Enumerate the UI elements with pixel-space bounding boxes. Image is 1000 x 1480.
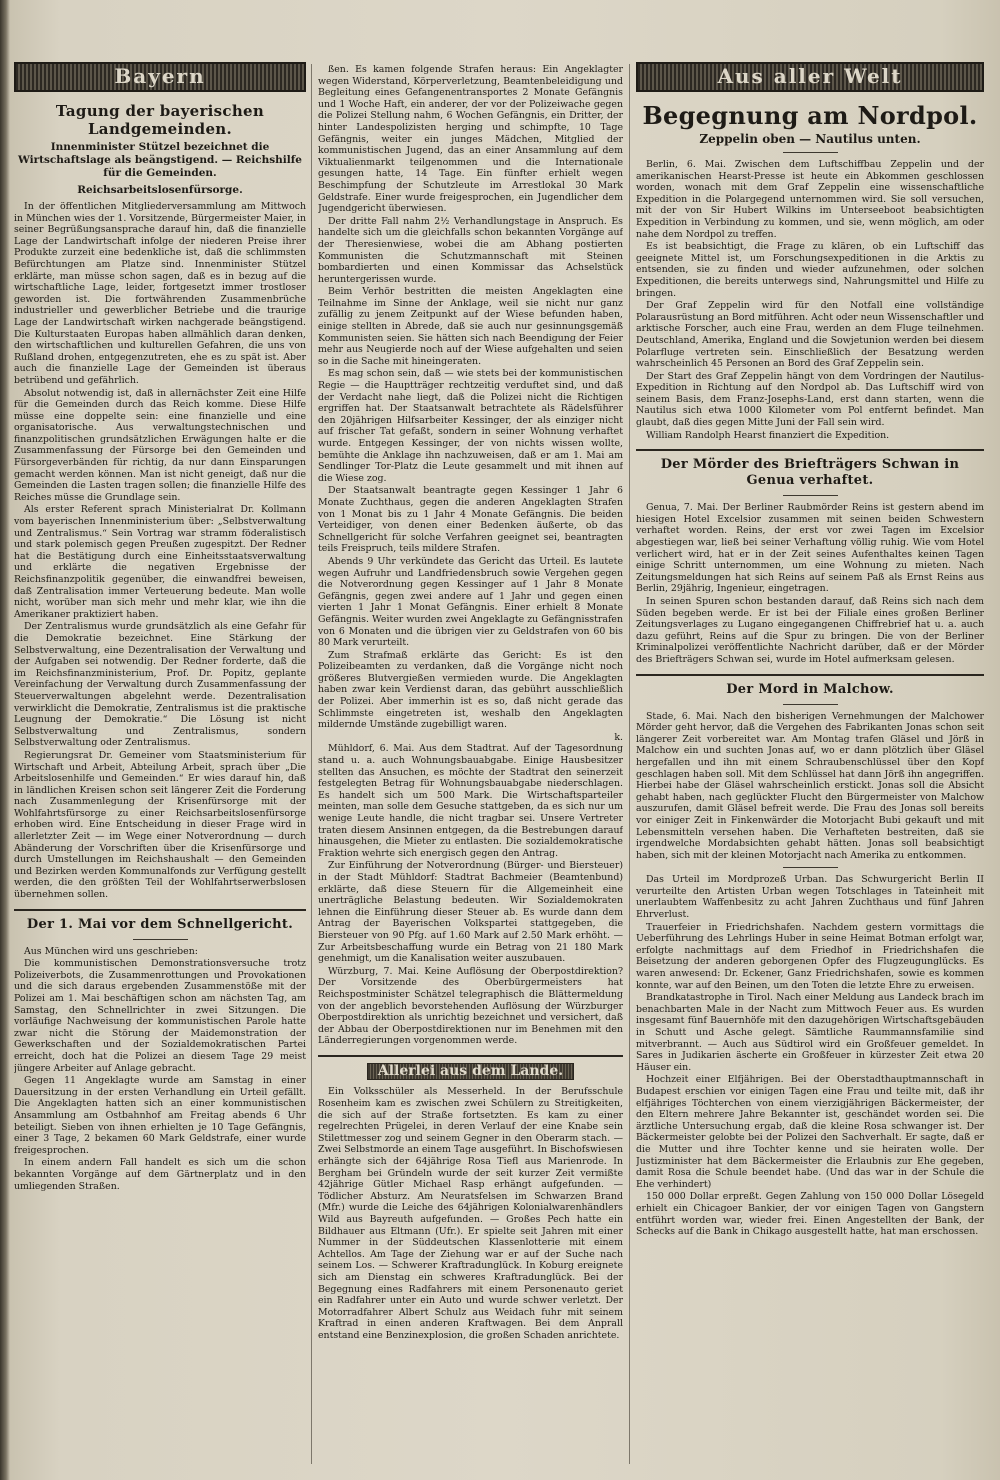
divider [636,674,984,676]
paragraph: Abends 9 Uhr verkündete das Gericht das Urteil. Es lautete wegen Aufruhr und Landfriedensbruch sowie Vergehen gegen die Notverordnung gegen Kessinger auf 1 Jahr 8 Monate Gefängnis, gegen zwei andere auf 1 Jahr und gegen einen vierten 1 Jahr 1 Monat Gefängnis. Einer erhielt 8 Monate Gefängnis. Weiter wurden zwei Angeklagte zu Gefängnisstrafen von 6 Monaten und die übrigen vier zu Geldstrafen von 60 bis 80 Mark verurteilt. [318,555,623,649]
paragraph: Als erster Referent sprach Ministerialrat Dr. Kollmann vom bayerischen Innenministerium über: „Selbstverwaltung und Zentralismus.“ Sein Vortrag war stramm föderalistisch und stark polemisch gegen Preußen zugespitzt. Der Redner hat die Bestätigung durch eine Einheitsstaatsverwaltung und erklärte die negativen Ergebnisse der Reichsfinanzpolitik gegenüber, die einwandfrei beweisen, daß Zentralisation immer Verteuerung bedeute. Man wolle nicht, worüber man sich mehr und mehr klar, wie ihn die Amerikaner praktiziert haben. [14,504,306,620]
divider [14,909,306,911]
banner-text: Bayern [114,64,206,89]
article-subhead-2: Reichsarbeitslosenfürsorge. [77,184,243,196]
paragraph: Es ist beabsichtigt, die Frage zu klären, ob ein Luftschiff das geeignete Mittel ist, um Forschungsexpeditionen in die Arktis zu entsenden, sie zu finden und wieder aufzunehmen, oder solchen Expeditionen, die bereits unterwegs sind, Nahrungsmittel und Hilfe zu bringen. [636,241,984,299]
section-banner-bayern [14,62,306,92]
divider [318,1055,623,1057]
article-headline-3: Der Mord in Malchow. [726,681,894,697]
paragraph: Brandkatastrophe in Tirol. Nach einer Meldung aus Landeck brach im benachbarten Male in der Nacht zum Mittwoch Feuer aus. Es wurden insgesamt fünf Bauernhöfe mit den dazugehörigen Wirtschaftsgebäuden in Schutt und Asche gelegt. Sämtliche Raummannsfamilie sind mitverbrannt. — Auch aus Südtirol wird ein Großfeuer gemeldet. In Sares in Judikarien äscherte ein Großfeuer in kürzester Zeit etwa 20 Häuser ein. [636,992,984,1073]
paragraph: Mühldorf, 6. Mai. Aus dem Stadtrat. Auf der Tagesordnung stand u. a. auch Wohnungsbauabgabe. Einige Hausbesitzer stellten das Ansuchen, es möchte der Stadtrat den seinerzeit festgelegten Betrag für Wohnungsbauabgabe niederschlagen. Es handelt sich um 500 Mark. Die Wirtschaftsparteiler meinten, man solle dem Gesuche stattgeben, da es sich nur um wenige Leute handle, die nicht tragbar sei. Unsere Vertreter traten diesem Ansinnen entgegen, da die Bestrebungen darauf hinausgehen, die Mieter zu entlasten. Die sozialdemokratische Fraktion wehrte sich energisch gegen den Antrag. [318,743,623,859]
article-subhead: Zeppelin oben — Nautilus unten. [699,132,921,146]
paragraph: Berlin, 6. Mai. Zwischen dem Luftschiffbau Zeppelin und der amerikanischen Hearst-Presse ist heute ein Abkommen geschlossen worden, wonach mit dem Graf Zeppelin eine wissenschaftliche Expedition in die Polargegend unternommen wird. Sie soll versuchen, mit der von Sir Hubert Wilkins im Unterseeboot beabsichtigten Expedition in Verbindung zu kommen, und sie, wenn möglich, am oder nahe dem Nordpol zu treffen. [636,159,984,240]
paragraph: In der öffentlichen Mitgliederversammlung am Mittwoch in München wies der 1. Vorsitzende, Bürgermeister Maier, in seiner Begrüßungsansprache darauf hin, daß die finanzielle Lage der Landwirtschaft infolge der niederen Preise ihrer Produkte zurzeit eine bedenkliche ist, daß die schlimmsten Befürchtungen am Platze sind. Innenminister Stützel erklärte, man müsse schon sagen, daß es in bezug auf die wirtschaftliche Lage, leider, fortgesetzt immer trostloser geworden ist. Die fortwährenden Zusammenbrüche industrieller und gewerblicher Betriebe und die traurige Lage der Landwirtschaft wirken nachgerade beängstigend. Die Kulturstaaten Europas haben allmählich daran denken, den wirtschaftlichen und kulturellen Gefahren, die uns von Rußland drohen, entgegenzutreten, ehe es zu spät ist. Aber auch die finanzielle Lage der Gemeinden ist überaus betrübend und gefährlich. [14,201,306,386]
article-headline-2: Der Mörder des Briefträgers Schwan in Genua verhaftet. [660,457,960,489]
binding-shadow [0,0,10,1480]
article-signoff: k. [614,731,623,743]
local-news-mühldorf [318,743,623,964]
section-banner-allerlei [318,1063,623,1081]
paragraph: Gegen 11 Angeklagte wurde am Samstag in einer Dauersitzung in der ersten Verhandlung ein Urteil gefällt. Die Angeklagten hatten sich an einer kommunistischen Ansammlung am Ostbahnhof am Freitag abends 6 Uhr beteiligt. Sieben von ihnen erhielten je 10 Tage Gefängnis, einer 3 Tage, 2 bekamen 60 Mark Geldstrafe, einer wurde freigesprochen. [14,1075,306,1156]
paragraph: In einem andern Fall handelt es sich um die schon bekannten Vorgänge auf dem Gärtnerplatz und in den umliegenden Straßen. [14,1157,306,1192]
paragraph: Beim Verhör bestritten die meisten Angeklagten eine Teilnahme im Sinne der Anklage, weil sie nicht nur ganz zufällig zu jenem Zeitpunkt auf der Wiese befunden haben, einige stellten in Abrede, daß sie auch nur gesinnungsgemäß Kommunisten seien. Sie hätten sich nach Beendigung der Feier mehr aus Neugierde noch auf der Wiese aufgehalten und seien so in die Sache mit hineingeraten. [318,286,623,367]
article-body [636,159,984,441]
paragraph: Stade, 6. Mai. Nach den bisherigen Vernehmungen der Malchower Mörder geht hervor, daß die Vergehen des Fabrikanten Jonas schon seit längerer Zeit vorbereitet war. Am Montag trafen Gläsel und Jörß in Malchow ein und suchten Jonas auf, wo er dann plötzlich über Gläsel hergefallen und ihn mit einem Schraubenschlüssel über den Kopf geschlagen haben soll. Mit dem Schlüssel hat dann Jörß ihn angegriffen. Hierbei habe der Gläsel wahrscheinlich erstickt. Jonas soll die Absicht gehabt haben, nach geglückter Flucht den Bürgermeister von Malchow auszurufen, damit Gläsel befreit werde. Die Frau des Jonas soll bereits vor einiger Zeit in Finkenwärder die Motorjacht Bubi gekauft und mit Lebensmitteln versehen haben. Die Verhafteten bestreiten, daß sie irgendwelche Mordabsichten gehabt hätten. Jonas soll beabsichtigt haben, sich mit der kleinen Motorjacht nach Amerika zu entkommen. [636,710,984,861]
paragraph: William Randolph Hearst finanziert die Expedition. [646,429,890,441]
paragraph: In seinen Spuren schon bestanden darauf, daß Reins sich nach dem Süden begeben werde. Er ist bei der Filiale eines großen Berliner Zeitungsverlages zu Lugano eingegangenen Chiffrebrief hat u. a. auch dazu geführt, Reins auf die Spur zu bringen. Die von der Berliner Kriminalpolizei veröffentlichte Nachricht darüber, daß er der Mörder des Briefträgers Schwan sei, wurde im Hotel aufmerksam gelesen. [636,596,984,665]
local-news-wuerzburg: Würzburg, 7. Mai. Keine Auflösung der Oberpostdirektion? Der Vorsitzende des Oberbürgermeisters hat Reichspostminister Schätzel telegraphisch die Blättermeldung von der angeblich bevorstehenden Auflösung der Würzburger Oberpostdirektion als unrichtig bezeichnet und versichert, daß der Abbau der Oberpostdirektionen nur im Benehmen mit den Länderregierungen vorgenommen werde. [318,965,623,1047]
paragraph: 150 000 Dollar erpreßt. Gegen Zahlung von 150 000 Dollar Lösegeld erhielt ein Chicagoer Bankier, der vor einigen Tagen von Gangstern entführt worden war, wieder frei. Einen Angestellten der Bank, der Schecks auf die Bank in Chikago ausgestellt hatte, hat man erschossen. [636,1191,984,1238]
paragraph: Hochzeit einer Elfjährigen. Bei der Oberstadthauptmannschaft in Budapest erschien vor einigen Tagen eine Frau und teilte mit, daß ihr elfjähriges Töchterchen von einem vierzigjährigen Bäckermeister, der den Eltern mehrere Jahre Bekannter ist, geschändet worden sei. Die ärztliche Untersuchung ergab, daß die kleine Rosa schwanger ist. Der Bäckermeister gelobte bei der Polizei den Sachverhalt. Er sagte, daß er die Mutter und ihre Tochter kenne und sie heiraten wolle. Der Justizminister hat dem Bäckermeister die Erlaubnis zur Ehe gegeben, damit Rosa die Schule beendet habe. (Und das war in der Schule die Ehe verhindert) [636,1074,984,1190]
divider-short [783,704,838,705]
article-body [14,201,306,901]
paragraph: Es mag schon sein, daß — wie stets bei der kommunistischen Regie — die Hauptträger rechtzeitig verduftet sind, und daß der Verdacht nahe liegt, daß die Polizei nicht die Richtigen ergriffen hat. Der Staatsanwalt betrachtete als Rädelsführer den 20jährigen Hilfsarbeiter Kessinger, der als einziger nicht auf frischer Tat gefaßt, sondern in seiner Wohnung verhaftet wurde. Entgegen Kessinger, der von nichts wissen wollte, bemühte die Anklage ihn nachzuweisen, daß er am 1. Mai am Sendlinger Tor-Platz die Leute gesammelt und mit ihnen auf die Wiese zog. [318,368,623,484]
article-body-3 [636,711,984,862]
column-left [14,62,306,1472]
divider-short [783,495,838,496]
column-rule-2 [629,64,630,1464]
paragraph: Der Start des Graf Zeppelin hängt von dem Vordringen der Nautilus-Expedition in Richtung auf den Nordpol ab. Das Luftschiff wird von seinem Basis, dem Franz-Josephs-Land, erst dann starten, wenn die Nautilus sich etwa 1000 Kilometer vom Pol entfernt befindet. Man glaubt, daß dies gegen Mitte Juni der Fall sein wird. [636,370,984,429]
paragraph: Der Zentralismus wurde grundsätzlich als eine Gefahr für die Demokratie bezeichnet. Eine Stärkung der Selbstverwaltung, eine Dezentralisation der Verwaltung und der Aufgaben sei notwendig. Der Redner forderte, daß die im Reichsfinanzministerium, Prof. Dr. Popitz, geplante Vereinfachung der Verwaltung durch Zusammenfassung der Steuerverwaltungen abgelehnt werde. Dezentralisation verwirklicht die Demokratie, Zentralismus ist die praktische Leugnung der Demokratie.“ Die Lösung ist nicht Selbstverwaltung und Zentralismus, sondern Selbstverwaltung oder Zentralismus. [14,621,306,749]
paragraph: Ein Volksschüler als Messerheld. In der Berufsschule Rosenheim kam es zwischen zwei Schülern zu Streitigkeiten, die sich auf der Straße fortsetzten. Es kam zu einer regelrechten Prügelei, in deren Verlauf der eine Knabe sein Stilettmesser zog und seinem Gegner in den Oberarm stach. — Zwei Selbstmorde an einem Tage ausgeführt. In Bischofswiesen erhängte sich der 64jährige Rosa Tiefl aus Marienrode. In Bergham bei Gründeln wurde der seit kurzer Zeit vermißte 42jährige Gütler Michael Rasp erhängt aufgefunden. — Tödlicher Absturz. Am Neuratsfelsen im Schwarzen Brand (Mfr.) wurde die Leiche des 64jährigen Kolonialwarenhändlers Wild aus Bayreuth aufgefunden. — Großes Pech hatte ein Bildhauer aus Eltmann (Ufr.). Er spielte seit Jahren mit einer Nummer in der Süddeutschen Klassenlotterie mit einem Achtellos. Am Tage der Ziehung war er auf der Suche nach seinem Los. — Schwerer Kraftradunglück. In Koburg ereignete sich am Dienstag ein schweres Kraftradunglück. Bei der Begegnung eines Radfahrers mit einem Personenauto geriet ein Radfahrer unter ein Auto und wurde schwer verletzt. Der Motorradfahrer Albert Schulz aus Weidach fuhr mit seinem Kraftrad in einen anderen Kraftwagen. Bei dem Anprall entstand eine Benzinexplosion, die großen Schaden anrichtete. [318,1086,623,1341]
divider-short [783,867,838,868]
divider-short [133,939,188,940]
paragraph: Trauerfeier in Friedrichshafen. Nachdem gestern vormittags die Ueberführung des Lehrlings Huber in seine Heimat Botman erfolgt war, erfolgte nachmittags auf dem Friedhof in Friedrichshafen die Beisetzung der anderen geborgenen Opfer des Flugzeugunglücks. Es waren anwesend: Dr. Eckener, Ganz Friedrichshafen, sowie es kommen konnte, war auf den Beinen, um den Toten die letzte Ehre zu erweisen. [636,921,984,991]
banner-text: Allerlei aus dem Lande. [367,1063,574,1081]
paragraph: Zum Strafmaß erklärte das Gericht: Es ist den Polizeibeamten zu verdanken, daß die Vorgänge nicht noch größeres Blutvergießen vermieden wurde. Die Angeklagten haben zwar kein Verdienst daran, das gebührt ausschließlich der Polizei. Aber immerhin ist es so, daß nicht gerade das Schlimmste eingetreten ist, weshalb den Angeklagten mildernde Umstände zugebilligt waren. [318,649,623,731]
paragraph: Genua, 7. Mai. Der Berliner Raubmörder Reins ist gestern abend im hiesigen Hotel Excelsior zusammen mit seinen beiden Schwestern verhaftet worden. Reins, der erst vor zwei Tagen im Excelsior abgestiegen war, ließ bei seiner Verhaftung völlig ruhig. Wie vom Hotel verlichert wird, hat er in der Zeit seines Aufenthaltes keinen Tagen einige Schritt unternommen, um eine Wohnung zu mieten. Nach Zeitungsmeldungen hat sich Reins auf seinem Paß als Ernst Reins aus Berlin, 29jährig, Ingenieur, eingetragen. [636,502,984,595]
paragraph: Der Staatsanwalt beantragte gegen Kessinger 1 Jahr 6 Monate Zuchthaus, gegen die anderen Angeklagten Strafen von 1 Monat bis zu 1 Jahr 4 Monate Gefängnis. Die beiden Verteidiger, von denen einer Bedenken äußerte, ob das Schnellgericht für solche Verfahren geeignet sei, beantragten teils Freispruch, teils mildere Strafen. [318,485,623,555]
article-body-4 [636,874,984,1237]
article-intro: Aus München wird uns geschrieben: [24,945,198,957]
article-subhead: Innenminister Stützel bezeichnet die Wirtschaftslage als beängstigend. — Reichshilfe für die Gemeinden. [18,141,302,179]
paragraph: Der Graf Zeppelin wird für den Notfall eine vollständige Polarausrüstung an Bord mitführen. Acht oder neun Wissenschaftler und arktische Forscher, auch eine Frau, werden an dem Fluge teilnehmen. Deutschland, Amerika, England und die Sowjetunion werden bei diesem Polarfluge vertreten sein. Einschließlich der Besatzung werden wahrscheinlich 45 Personen an Bord des Graf Zeppelin sein. [636,300,984,370]
paragraph: Zur Einführung der Notverordnung (Bürger- und Biersteuer) in der Stadt Mühldorf: Stadtrat Bachmeier (Beamtenbund) erklärte, daß diese Steuern für die Allgemeinheit eine unerträgliche Belastung bedeuten. Wir Sozialdemokraten lehnen die Einführung dieser Steuer ab. Es wurde dann dem Antrag der Bayerischen Volkspartei stattgegeben, die Biersteuer von 90 Pfg. auf 1.60 Mark auf 2.50 Mark erhöht. — Zur Arbeitsbeschaffung wurde ein Betrag von 21 180 Mark genehmigt, um die Kanalisation weiter auszubauen. [318,860,623,965]
article-body-continued [318,64,623,731]
section-banner-aus-aller-welt [636,62,984,92]
column-middle [318,64,623,1474]
column-right [636,62,984,1472]
paragraph: Die kommunistischen Demonstrationsversuche trotz Polizeiverbots, die Zusammenrottungen und Provokationen und die sich daraus ergebenden Zusammenstöße mit der Polizei am 1. Mai beschäftigen schon am nächsten Tag, am Samstag, den Schnellrichter in zwei Sitzungen. Die vorläufige Nachweisung der kommunistischen Parole hatte zwar nicht die Störung der Maidemonstration der Gewerkschaften und der Sozialdemokratischen Partei erreicht, doch hat die Polizei an diesem Tage 29 meist jüngere Arbeiter auf Anlage gebracht. [14,958,306,1074]
article-headline: Tagung der bayerischen Landgemeinden. [55,102,265,138]
article-headline-2: Der 1. Mai vor dem Schnellgericht. [26,916,294,932]
article-headline: Begegnung am Nordpol. [642,101,978,130]
paragraph: ßen. Es kamen folgende Strafen heraus: Ein Angeklagter wegen Widerstand, Körperverletzung, Beamtenbeleidigung und Begleitung eines Gefangenentransportes 2 Monate Gefängnis und 1 Woche Haft, ein anderer, der vor der Polizeiwache gegen die Polizei Stellung nahm, 6 Wochen Gefängnis, ein Dritter, der hinter Landespolizisten herging und schimpfte, 10 Tage Gefängnis, weiter ein junges Mädchen, Mitglied der kommunistischen Jugend, das an einer Ansammlung auf dem Viktualienmarkt teilgenommen und die Internationale gesungen hatte, 14 Tage. Ein fünfter erhielt wegen Beschimpfung der Schutzleute im Arrestlokal 30 Mark Geldstrafe. Einer wurde freigesprochen, ein Jugendlicher dem Jugendgericht überwiesen. [318,64,623,215]
paragraph: Das Urteil im Mordprozeß Urban. Das Schwurgericht Berlin II verurteilte den Artisten Urban wegen Totschlages in Tateinheit mit unerlaubtem Waffenbesitz zu acht Jahren Zuchthaus und fünf Jahren Ehrverlust. [636,874,984,921]
paragraph: Der dritte Fall nahm 2½ Verhandlungstage in Anspruch. Es handelte sich um die gleichfalls schon bekannten Vorgänge auf der Theresienwiese, wobei die am Abhang postierten Kommunisten die Schutzmannschaft mit Steinen bombardierten und einen Kommissar das Achselstück heruntergerissen wurde. [318,215,623,285]
column-rule-1 [311,64,312,1464]
article-body-2 [636,502,984,665]
article-body-2 [14,958,306,1192]
divider-short [783,152,838,153]
paragraph: Absolut notwendig ist, daß in allernächster Zeit eine Hilfe für die Gemeinden durch das Reich komme. Diese Hilfe müsse eine doppelte sein: eine finanzielle und eine organisatorische. Aus verwaltungstechnischen und finanzpolitischen grundsätzlichen Erwägungen halte er die Zusammenfassung der Fürsorge bei den Gemeinden und Fürsorgeverbänden für richtig, da nur dann Einsparungen gemacht werden können. Man ist nicht geneigt, daß nur die Gemeinden die Lasten tragen sollen; die finanzielle Hilfe des Reiches müsse die Grundlage sein. [14,387,306,503]
paragraph: Regierungsrat Dr. Gemeiner vom Staatsministerium für Wirtschaft und Arbeit, Abteilung Arbeit, sprach über „Die Arbeitslosenhilfe und Gemeinden.“ Er wies darauf hin, daß in ländlichen Kreisen schon seit längerer Zeit die Forderung nach Zusammenlegung der Krisenfürsorge mit der Wohlfahrtsfürsorge zu einer Reichsarbeitslosenfürsorge erhoben wird. Eine Entscheidung in dieser Frage wird in allerletzter Zeit — im Wege einer Notverordnung — durch Abänderung der Vorschriften über die Krisenfürsorge und durch Umstellungen im Reichshaushalt — den Gemeinden und Bezirken werden Kommunalfonds zur Verfügung gestellt werden, die den größten Teil der Wohlfahrtserwerbslosen übernehmen sollen. [14,749,306,901]
banner-text: Aus aller Welt [717,64,903,89]
article-body-allerlei [318,1086,623,1341]
divider [636,449,984,451]
